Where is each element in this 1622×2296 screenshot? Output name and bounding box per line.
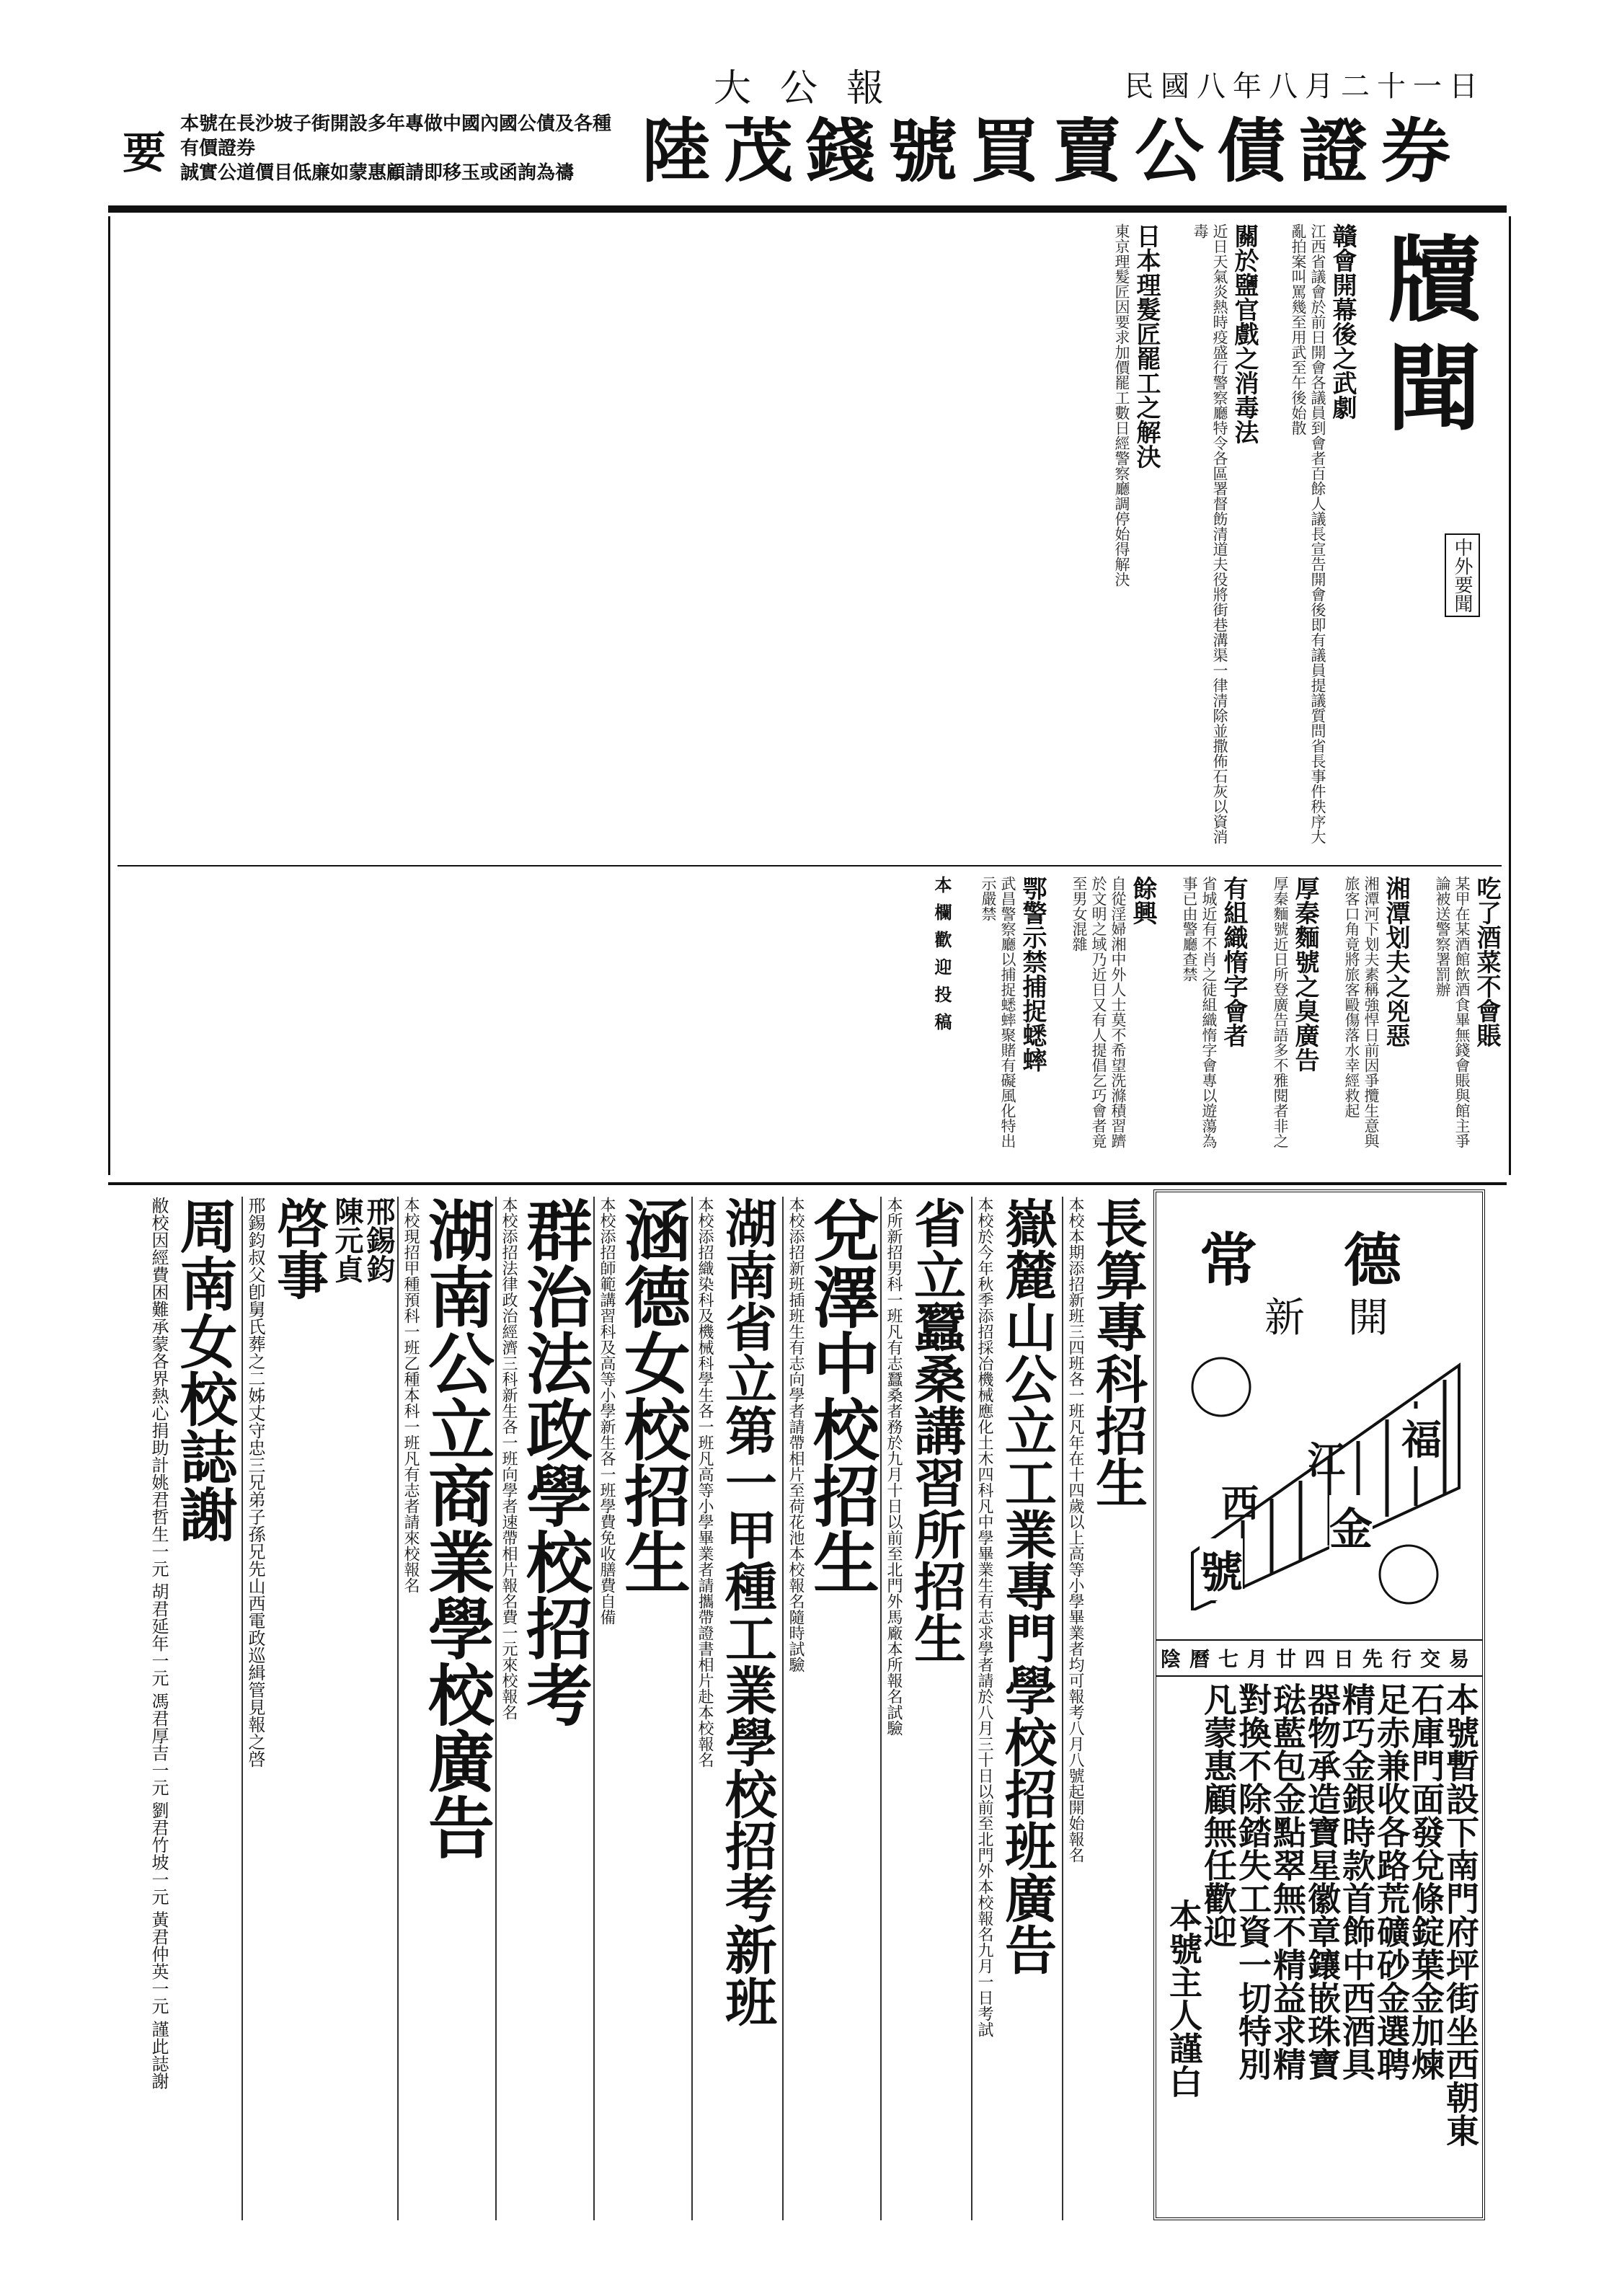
shop-copy-line: 本號暫設下南門府坪街坐西朝東: [1441, 1683, 1480, 2147]
shop-copy-line: 琺藍包金點翠無不精益求精: [1268, 1683, 1307, 2080]
article-body: 湘潭河下划夫素稱強悍日前因爭攬生意與旅客口角竟將旅客毆傷落水幸經救起: [1343, 876, 1380, 1148]
article: [1288, 223, 1357, 858]
shop-copy-line: 器物承造寶星徽章鑲嵌珠寶: [1303, 1683, 1342, 2080]
ad-column: [782, 1197, 880, 2220]
article-body: 東京理髮匠因要求加價罷工數日經警察廳調停始得解決: [1113, 223, 1130, 587]
logo-char: 號: [1200, 1538, 1243, 1600]
article-body: 自從淫婦湘中外人士莫不希望洗滌積習躋於文明之域乃近日又有人提倡乞巧會者竟至男女混雜: [1071, 876, 1127, 1148]
article-body: 武昌警察廳以捕捉蟋蟀聚賭有礙風化特出示嚴禁: [980, 876, 1016, 1148]
article-headline: 贛會開幕後之武劇: [1328, 223, 1357, 420]
article-body: 近日天氣炎熱時疫盛行警察廳特令各區署督飭清道夫役將街巷溝渠一律清除並撒佈石灰以資消毒: [1192, 223, 1228, 844]
ad-body: 本校於今年秋季添招採冶機械應化土木四科凡中學畢業生有志求學者請於八月三十日以前至北門外本校報名九月一日考試: [975, 1197, 993, 2037]
ad-body: 本校添招師範講習科及高等小學新生各一班學費免收膳費自備: [598, 1197, 616, 1625]
ad-title: 湖南省立第一甲種工業學校招考新班: [717, 1197, 778, 2027]
shop-copy: [1166, 1683, 1478, 2202]
ad-column: [1062, 1197, 1150, 2220]
ad-title: 群治法政學校招考: [515, 1197, 593, 1727]
news-upper: [276, 223, 1357, 858]
shop-advertisement: [1153, 1189, 1488, 2220]
article-headline: 鄂警示禁捕捉蟋蟀: [1018, 876, 1047, 1072]
ad-column: [691, 1197, 779, 2220]
ad-body: 本校現招甲種預科一班乙種本科一班凡有志者請來校報名: [402, 1197, 420, 1593]
ad-body: 本校添招法律政治經濟三科新生各一班向學者速帶相片報名費一元來校報名: [500, 1197, 518, 1720]
ad-body: 敝校因經費困難承蒙各界熱心捐助計姚君哲生一元 胡君延年一元 馮君厚吉一元 劉君竹坡一元 黃君仲英一元 謹此誌謝: [149, 1197, 169, 2090]
ads-area: [119, 1197, 1150, 2220]
ad-column: [495, 1197, 593, 2220]
divider: [118, 865, 1502, 866]
shop-signature: 本號主人謹白: [1164, 1899, 1203, 2098]
article: [1270, 876, 1320, 1157]
news-lower: [132, 876, 1502, 1157]
ad-column: [397, 1197, 495, 2220]
divider: [108, 1182, 1507, 1185]
article: [1179, 876, 1249, 1157]
contribution-notice: 本欄歡迎投稿: [931, 876, 952, 1040]
ad-body: 本所新招男科一班凡有志蠶桑者務於九月十日以前至北門外馬廠本所報名試驗: [885, 1197, 903, 1736]
ad-title: 兌澤中校招生: [802, 1197, 880, 1595]
ad-body: 本校添招織染科及機械科學生各一班凡高等小學畢業者請攜帶證書相片赴本校報名: [696, 1197, 714, 1768]
shop-city: 常德: [1200, 1226, 1488, 1294]
logo-char: 金: [1329, 1495, 1373, 1557]
paper-name: 大公報: [714, 67, 913, 110]
ad-column: [241, 1197, 394, 2220]
article-headline: 厚秦麵號之臭廣告: [1290, 876, 1319, 1072]
shop-copy-line: 足赤兼收各路荒礦砂金選聘: [1372, 1683, 1411, 2080]
logo-char: 西: [1221, 1482, 1259, 1526]
banner-title: 陸茂錢號買賣公債證券: [642, 110, 1463, 192]
article-headline: 關於鹽官戲之消毒法: [1230, 223, 1259, 444]
banner-note-line: 本號在長沙坡子街開設多年專做中國內國公債及各種有價證券: [180, 113, 612, 159]
ad-signer: 陳元貞: [330, 1197, 364, 1283]
ad-body: 本校添招新班插班生有志向學者請帶相片至荷花池本校報名隨時試驗: [786, 1197, 805, 1672]
article-body: 某甲在某酒館飲酒食畢無錢會賬與館主爭論被送警察署罰辦: [1434, 876, 1471, 1148]
section-title: 牘聞: [1372, 231, 1482, 447]
ad-title: 長算專科招生: [1087, 1197, 1148, 1508]
ad-column: [880, 1197, 968, 2220]
banner-mark: 要: [123, 128, 166, 179]
article-headline: 餘興: [1128, 876, 1157, 925]
ad-body: 本校本期添招新班三四班各一班凡年在十四歲以上高等小學畢業者均可報考八月八號起開始報名: [1066, 1197, 1084, 1863]
banner: [123, 112, 1492, 198]
ad-signer: 邢錫鈞: [362, 1197, 396, 1283]
divider: [108, 205, 1507, 213]
article-headline: 湘潭划夫之兇惡: [1381, 876, 1410, 1047]
issue-date: 民國八年八月二十一日: [1125, 70, 1485, 103]
ad-title: 省立蠶桑講習所招生: [905, 1197, 967, 1664]
article-headline: 吃了酒菜不會賬: [1472, 876, 1501, 1047]
shop-copy-line: 凡蒙惠顧無任歡迎: [1199, 1683, 1238, 1948]
article-body: 厚秦麵號近日所登廣告語多不雅閱者非之: [1272, 876, 1289, 1148]
shop-copy-line: 精巧金銀時款首飾中西酒具: [1337, 1683, 1376, 2080]
subsection-label: 中外要聞: [1445, 533, 1480, 617]
ad-title: 涵德女校招生: [613, 1197, 691, 1595]
article-headline: 日本理髮匠罷工之解決: [1132, 223, 1161, 469]
article-headline: 有組織惰字會者: [1219, 876, 1248, 1047]
banner-note-line: 誠實公道價目低廉如蒙惠顧請即移玉或函詢為禱: [180, 162, 575, 184]
article: [1112, 223, 1161, 858]
ad-title: 周南女校誌謝: [170, 1197, 238, 1543]
shop-copy-line: 對換不除錔失工資一切特別: [1233, 1683, 1272, 2080]
logo-char: 江: [1308, 1439, 1346, 1483]
ad-title: 湖南公立商業學校廣告: [417, 1197, 495, 1860]
article: [1432, 876, 1502, 1157]
shop-copy-line: 石庫門面發兌條錠葉金加煉: [1406, 1683, 1445, 2080]
logo-char: 福: [1401, 1409, 1442, 1466]
ad-title: 啓事: [268, 1197, 329, 1300]
article: [1069, 876, 1158, 1157]
shop-new-open: 新開: [1264, 1295, 1432, 1342]
ad-column: [146, 1197, 239, 2220]
article-body: 省城近有不肖之徒組織惰字會專以遊蕩為事已由警廳查禁: [1181, 876, 1218, 1148]
ad-column: [971, 1197, 1059, 2220]
news-section: [108, 216, 1511, 1175]
ad-title: 嶽麓山公立工業專門學校招班廣告: [996, 1197, 1058, 1975]
shop-date-line: 陰曆七月廿四日先行交易: [1156, 1639, 1482, 1677]
ad-column: [593, 1197, 691, 2220]
article-body: 江西省議會於前日開會各議員到會者百餘人議長宣告開會後即有議員提議質問省長事件秩序大亂拍案叫罵幾至用武至午後始散: [1290, 223, 1326, 844]
article: [1190, 223, 1259, 858]
ad-body: 邢錫鈞叔父卽舅氏葬之二姊丈守忠三兄弟子孫兄先山西電政巡緝管見報之啓: [245, 1197, 265, 1768]
banner-note: [180, 112, 627, 185]
article: [1342, 876, 1411, 1157]
article: [978, 876, 1047, 1157]
